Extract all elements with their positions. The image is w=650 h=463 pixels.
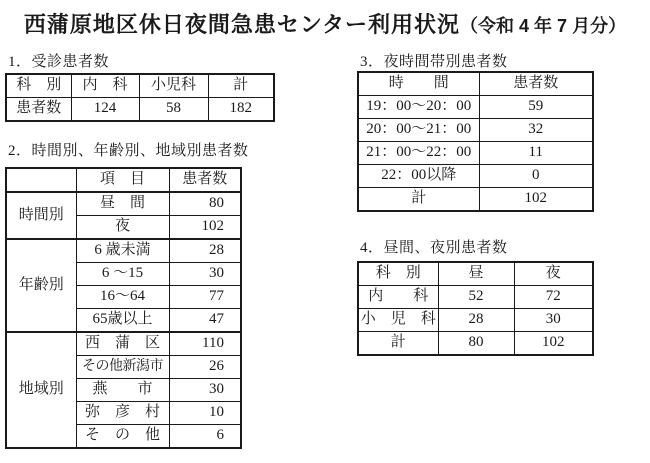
page-title: [0, 8, 650, 39]
item-cell: そ の 他: [76, 425, 169, 449]
value-cell: 124: [71, 98, 139, 122]
value-cell: 28: [438, 309, 514, 332]
group-cell-region: 地域別: [6, 332, 76, 448]
value-cell: 102: [479, 188, 593, 212]
dept-label-cell: 内 科: [358, 286, 438, 309]
table-row: [358, 188, 593, 212]
value-cell: 102: [169, 216, 241, 240]
item-cell: 弥 彦 村: [76, 402, 169, 425]
item-cell: 西 蒲 区: [76, 332, 169, 356]
value-cell: 30: [169, 379, 241, 402]
table-row: [358, 72, 593, 96]
row-label-cell: 患者数: [6, 98, 71, 122]
section1-heading: 1．受診患者数: [8, 54, 110, 70]
header-cell-dept: 科 別: [6, 74, 71, 98]
corner-cell: [6, 168, 76, 192]
table-row: [358, 332, 593, 356]
section3-heading: 3．夜時間帯別患者数: [360, 54, 508, 70]
value-cell: 11: [479, 142, 593, 165]
table-row: [6, 192, 241, 216]
header-cell-total: 計: [208, 74, 274, 98]
category-patients-table: [5, 167, 242, 449]
value-cell: 10: [169, 402, 241, 425]
table-row: [358, 262, 593, 286]
table-row: [358, 309, 593, 332]
item-cell: 65歳以上: [76, 309, 169, 333]
table-row: [6, 239, 241, 263]
value-cell: 32: [479, 119, 593, 142]
time-slot-cell: 19：00～20：00: [358, 96, 479, 119]
value-cell: 58: [139, 98, 208, 122]
value-cell: 26: [169, 356, 241, 379]
group-cell-time: 時間別: [6, 192, 76, 239]
page-title-main: 西蒲原地区休日夜間急患センター利用状況: [23, 12, 461, 37]
item-cell: 昼 間: [76, 192, 169, 216]
value-cell: 6: [169, 425, 241, 449]
time-slot-cell: 22：00以降: [358, 165, 479, 188]
header-cell-internal: 内 科: [71, 74, 139, 98]
time-slot-cell: 21：00～22：00: [358, 142, 479, 165]
dept-label-cell: 小 児 科: [358, 309, 438, 332]
value-cell: 47: [169, 309, 241, 333]
header-cell-night: 夜: [514, 262, 593, 286]
table-row: [6, 98, 274, 122]
item-cell: 夜: [76, 216, 169, 240]
item-cell: 6 歳未満: [76, 239, 169, 263]
total-label-cell: 計: [358, 332, 438, 356]
header-cell-day: 昼: [438, 262, 514, 286]
group-cell-age: 年齢別: [6, 239, 76, 332]
night-time-patients-table: [357, 71, 594, 212]
header-cell-time: 時 間: [358, 72, 479, 96]
table-row: [358, 96, 593, 119]
header-cell-count: 患者数: [169, 168, 241, 192]
header-cell-count: 患者数: [479, 72, 593, 96]
table-row: [358, 119, 593, 142]
value-cell: 30: [514, 309, 593, 332]
item-cell: その他新潟市: [76, 356, 169, 379]
table-row: [6, 168, 241, 192]
day-night-patients-table: [357, 261, 594, 356]
table-row: [358, 142, 593, 165]
table-row: [6, 74, 274, 98]
value-cell: 102: [514, 332, 593, 356]
item-cell: 16～64: [76, 286, 169, 309]
value-cell: 72: [514, 286, 593, 309]
value-cell: 110: [169, 332, 241, 356]
item-cell: 燕 市: [76, 379, 169, 402]
header-cell-dept: 科 別: [358, 262, 438, 286]
value-cell: 80: [169, 192, 241, 216]
header-cell-pediatrics: 小児科: [139, 74, 208, 98]
page-title-period: （令和 4 年 7 月分）: [460, 16, 627, 36]
value-cell: 59: [479, 96, 593, 119]
total-label-cell: 計: [358, 188, 479, 212]
section2-heading: 2．時間別、年齢別、地域別患者数: [8, 143, 249, 159]
value-cell: 0: [479, 165, 593, 188]
table-row: [6, 332, 241, 356]
time-slot-cell: 20：00～21：00: [358, 119, 479, 142]
value-cell: 28: [169, 239, 241, 263]
value-cell: 52: [438, 286, 514, 309]
item-cell: 6 ～15: [76, 263, 169, 286]
header-cell-item: 項 目: [76, 168, 169, 192]
value-cell: 77: [169, 286, 241, 309]
section4-heading: 4．昼間、夜別患者数: [360, 240, 508, 256]
table-row: [358, 165, 593, 188]
value-cell: 80: [438, 332, 514, 356]
table-row: [358, 286, 593, 309]
visit-patients-table: [5, 73, 275, 122]
value-cell: 30: [169, 263, 241, 286]
value-cell: 182: [208, 98, 274, 122]
